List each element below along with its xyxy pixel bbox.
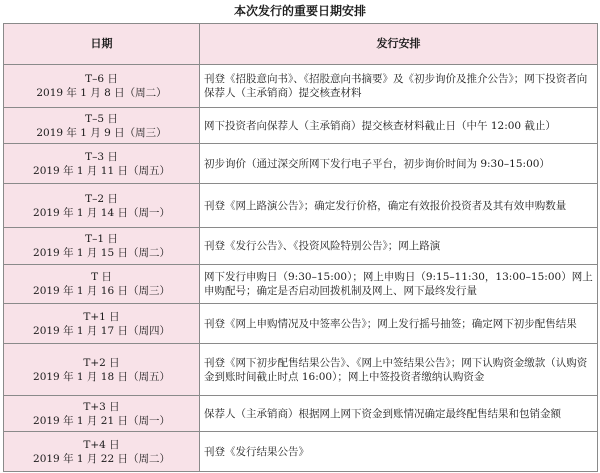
day-label: T–1 日 bbox=[85, 233, 118, 245]
arrangement-cell: 刊登《招股意向书》、《招股意向书摘要》及《初步询价及推介公告》；网下投资者向保荐人（主承销商）提交核查材料 bbox=[200, 65, 598, 108]
day-label: T–5 日 bbox=[85, 112, 118, 125]
table-row bbox=[4, 265, 598, 304]
table-row bbox=[4, 184, 598, 228]
date-cell bbox=[4, 228, 200, 265]
table-row bbox=[4, 65, 598, 108]
date-cell bbox=[4, 396, 200, 432]
arrangement-cell: 刊登《发行结果公告》 bbox=[200, 432, 598, 472]
table-row bbox=[4, 396, 598, 432]
table-row bbox=[4, 432, 598, 472]
date-label: 2019 年 1 月 15 日（周二） bbox=[33, 247, 170, 259]
arrangement-cell: 刊登《网上路演公告》；确定发行价格，确定有效报价投资者及其有效申购数量 bbox=[200, 184, 598, 228]
date-cell bbox=[4, 65, 200, 108]
arrangement-cell: 初步询价（通过深交所网下发行电子平台，初步询价时间为 9:30–15:00） bbox=[200, 144, 598, 184]
table-row bbox=[4, 228, 598, 265]
date-cell bbox=[4, 108, 200, 144]
date-cell bbox=[4, 265, 200, 304]
header-date: 日期 bbox=[4, 24, 200, 65]
header-row bbox=[4, 24, 598, 65]
date-cell bbox=[4, 184, 200, 228]
date-cell bbox=[4, 344, 200, 396]
day-label: T+1 日 bbox=[83, 310, 120, 323]
table-row bbox=[4, 344, 598, 396]
date-label: 2019 年 1 月 22 日（周二） bbox=[33, 452, 170, 465]
day-label: T+3 日 bbox=[83, 400, 120, 413]
arrangement-cell: 刊登《网下初步配售结果公告》、《网上中签结果公告》；网下认购资金缴款（认购资金到账时间截止时点 16:00）；网上中签投资者缴纳认购资金 bbox=[200, 344, 598, 396]
header-arrangement: 发行安排 bbox=[200, 24, 598, 65]
date-label: 2019 年 1 月 18 日（周五） bbox=[33, 370, 170, 383]
table-row bbox=[4, 108, 598, 144]
date-cell bbox=[4, 304, 200, 344]
date-label: 2019 年 1 月 14 日（周一） bbox=[33, 206, 170, 219]
day-label: T 日 bbox=[91, 271, 112, 283]
date-label: 2019 年 1 月 17 日（周四） bbox=[33, 324, 170, 337]
table-row bbox=[4, 304, 598, 344]
schedule-table bbox=[3, 23, 598, 472]
date-label: 2019 年 1 月 16 日（周三） bbox=[33, 285, 170, 297]
date-label: 2019 年 1 月 8 日（周二） bbox=[36, 87, 167, 99]
day-label: T–2 日 bbox=[85, 192, 118, 205]
table-row bbox=[4, 144, 598, 184]
arrangement-cell: 网下投资者向保荐人（主承销商）提交核查材料截止日（中午 12:00 截止） bbox=[200, 108, 598, 144]
date-label: 2019 年 1 月 21 日（周一） bbox=[33, 414, 170, 427]
table-title: 本次发行的重要日期安排 bbox=[233, 4, 366, 18]
date-cell bbox=[4, 144, 200, 184]
arrangement-cell: 网下发行申购日（9:30–15:00）；网上申购日（9:15–11:30，13:00–15:00）网上申购配号；确定是否启动回拨机制及网上、网下最终发行量 bbox=[200, 265, 598, 304]
day-label: T+4 日 bbox=[83, 438, 120, 451]
day-label: T–3 日 bbox=[85, 150, 118, 163]
date-label: 2019 年 1 月 11 日（周五） bbox=[33, 164, 170, 177]
date-label: 2019 年 1 月 9 日（周三） bbox=[36, 126, 167, 139]
day-label: T+2 日 bbox=[83, 356, 120, 369]
day-label: T–6 日 bbox=[85, 73, 118, 85]
arrangement-cell: 刊登《网上申购情况及中签率公告》；网上发行摇号抽签；确定网下初步配售结果 bbox=[200, 304, 598, 344]
date-cell bbox=[4, 432, 200, 472]
arrangement-cell: 刊登《发行公告》、《投资风险特别公告》；网上路演 bbox=[200, 228, 598, 265]
arrangement-cell: 保荐人（主承销商）根据网上网下资金到账情况确定最终配售结果和包销金额 bbox=[200, 396, 598, 432]
